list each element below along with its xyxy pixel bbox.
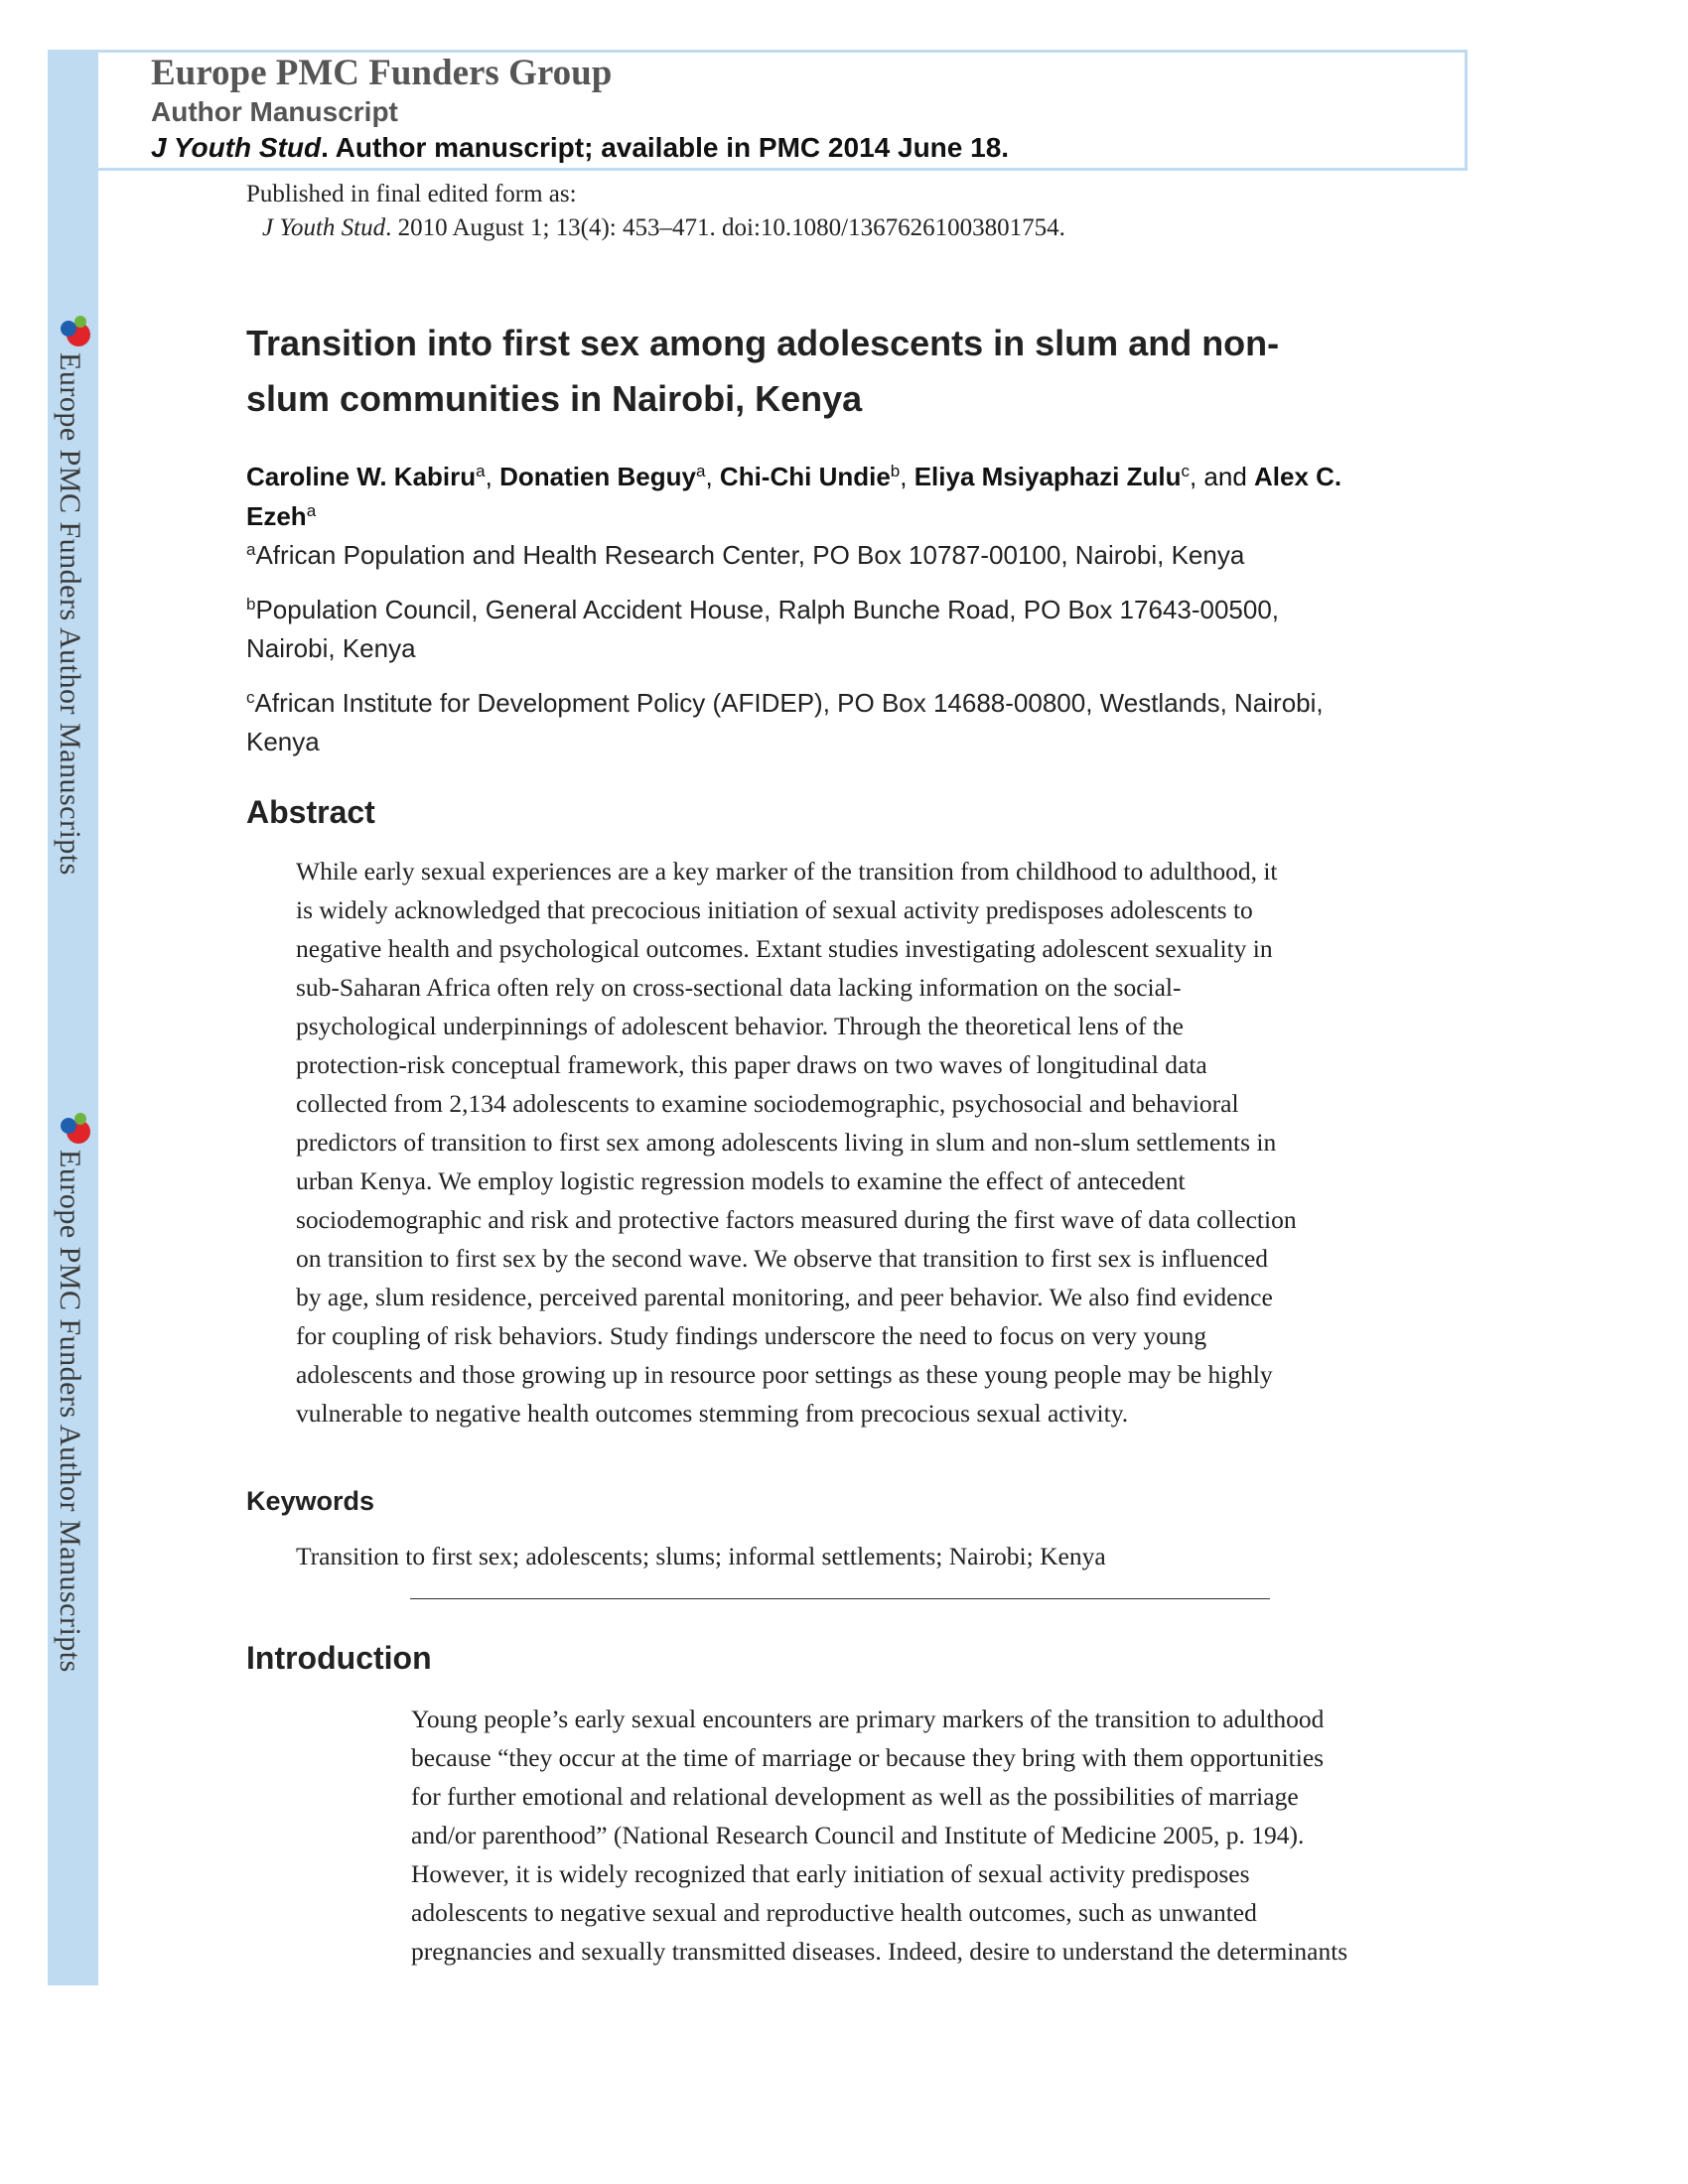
author-sup: b — [890, 462, 901, 480]
abstract-line: protection-risk conceptual framework, this paper draws on two waves of longitudinal data — [296, 1050, 1207, 1079]
author-sup: a — [696, 462, 706, 480]
author-sup: c — [1181, 462, 1190, 480]
abstract-line: is widely acknowledged that precocious initiation of sexual activity predisposes adolescents to — [296, 895, 1253, 924]
author-sup: a — [306, 501, 317, 520]
citation-details: . 2010 August 1; 13(4): 453–471. doi:10.1080/13676261003801754. — [385, 214, 1065, 241]
author-name: Chi-Chi Undie — [719, 462, 891, 491]
affiliation-sup: c — [246, 688, 255, 707]
author-sep: , — [900, 462, 914, 491]
sidebar-label-top: Europe PMC Funders Author Manuscripts — [54, 352, 86, 876]
intro-line: for further emotional and relational development as well as the possibilities of marriage — [411, 1782, 1299, 1811]
section-divider — [410, 1598, 1270, 1599]
affiliation-b — [246, 591, 1279, 668]
keywords-text: Transition to first sex; adolescents; slums; informal settlements; Nairobi; Kenya — [296, 1542, 1106, 1570]
author-name: Caroline W. Kabiru — [246, 462, 477, 491]
article-title — [246, 316, 1418, 427]
abstract-line: for coupling of risk behaviors. Study findings underscore the need to focus on very young — [296, 1321, 1207, 1350]
affiliation-text: Kenya — [246, 727, 320, 756]
abstract-line: collected from 2,134 adolescents to examine sociodemographic, psychosocial and behavioral — [296, 1089, 1239, 1118]
abstract-line: on transition to first sex by the second wave. We observe that transition to first sex is influenced — [296, 1244, 1269, 1273]
abstract-line: negative health and psychological outcomes. Extant studies investigating adolescent sexuality in — [296, 934, 1273, 963]
abstract-heading: Abstract — [246, 794, 375, 830]
affiliation-text: Nairobi, Kenya — [246, 633, 416, 663]
author-name: Donatien Beguy — [499, 462, 696, 491]
abstract-body — [296, 852, 1297, 1433]
introduction-heading: Introduction — [246, 1640, 432, 1676]
affiliation-sup: b — [246, 595, 256, 614]
funders-group-heading: Europe PMC Funders Group — [151, 53, 613, 93]
abstract-line: by age, slum residence, perceived parental monitoring, and peer behavior. We also find evidence — [296, 1283, 1273, 1311]
author-name: Eliya Msiyaphazi Zulu — [914, 462, 1182, 491]
availability-text: . Author manuscript; available in PMC 2014 June 18. — [321, 132, 1010, 163]
title-line: slum communities in Nairobi, Kenya — [246, 378, 863, 419]
intro-line: pregnancies and sexually transmitted diseases. Indeed, desire to understand the determinants — [411, 1937, 1348, 1966]
author-sep: , and — [1189, 462, 1255, 491]
europe-pmc-logo-icon — [55, 1110, 94, 1150]
author-sep: , — [485, 462, 500, 491]
intro-line: Young people’s early sexual encounters are primary markers of the transition to adulthood — [411, 1705, 1325, 1733]
abstract-line: adolescents and those growing up in resource poor settings as these young people may be highly — [296, 1360, 1273, 1389]
affiliation-text: African Population and Health Research Center, PO Box 10787-00100, Nairobi, Kenya — [255, 540, 1245, 570]
abstract-line: psychological underpinnings of adolescent behavior. Through the theoretical lens of the — [296, 1012, 1184, 1040]
abstract-line: While early sexual experiences are a key marker of the transition from childhood to adulthood, it — [296, 857, 1278, 886]
abstract-line: vulnerable to negative health outcomes stemming from precocious sexual activity. — [296, 1399, 1129, 1428]
affiliation-text: African Institute for Development Policy (AFIDEP), PO Box 14688-00800, Westlands, Nairobi, — [254, 688, 1324, 718]
keywords-heading: Keywords — [246, 1486, 375, 1516]
abstract-line: sociodemographic and risk and protective factors measured during the first wave of data collection — [296, 1205, 1297, 1234]
citation-journal: J Youth Stud — [262, 214, 386, 241]
abstract-line: sub-Saharan Africa often rely on cross-sectional data lacking information on the social- — [296, 973, 1182, 1002]
title-line: Transition into first sex among adolescents in slum and non- — [246, 323, 1280, 363]
author-line — [246, 496, 1341, 536]
intro-line: However, it is widely recognized that early initiation of sexual activity predisposes — [411, 1859, 1250, 1888]
intro-line: and/or parenthood” (National Research Council and Institute of Medicine 2005, p. 194). — [411, 1821, 1305, 1849]
europe-pmc-logo-icon — [55, 313, 94, 352]
author-sup: a — [476, 462, 486, 480]
affiliation-c — [246, 684, 1324, 761]
affiliation-a — [246, 536, 1244, 575]
availability-line — [151, 132, 1009, 164]
author-name: Ezeh — [246, 501, 307, 531]
author-name: Alex C. — [1254, 462, 1342, 491]
intro-line: because “they occur at the time of marriage or because they bring with them opportunities — [411, 1743, 1325, 1772]
author-manuscript-label: Author Manuscript — [151, 96, 398, 127]
journal-name: J Youth Stud — [151, 132, 322, 163]
affiliation-sup: a — [246, 540, 256, 559]
author-line — [246, 457, 1341, 496]
affiliation-text: Population Council, General Accident House, Ralph Bunche Road, PO Box 17643-00500, — [255, 595, 1280, 624]
intro-line: adolescents to negative sexual and reproductive health outcomes, such as unwanted — [411, 1898, 1257, 1927]
author-list — [246, 457, 1341, 536]
citation-line — [262, 214, 1065, 242]
published-label: Published in final edited form as: — [246, 181, 577, 207]
abstract-line: urban Kenya. We employ logistic regression models to examine the effect of antecedent — [296, 1166, 1186, 1195]
sidebar-label-bottom: Europe PMC Funders Author Manuscripts — [54, 1150, 86, 1673]
author-sep: , — [705, 462, 720, 491]
introduction-body — [411, 1700, 1347, 1971]
abstract-line: predictors of transition to first sex among adolescents living in slum and non-slum settlements in — [296, 1128, 1277, 1157]
